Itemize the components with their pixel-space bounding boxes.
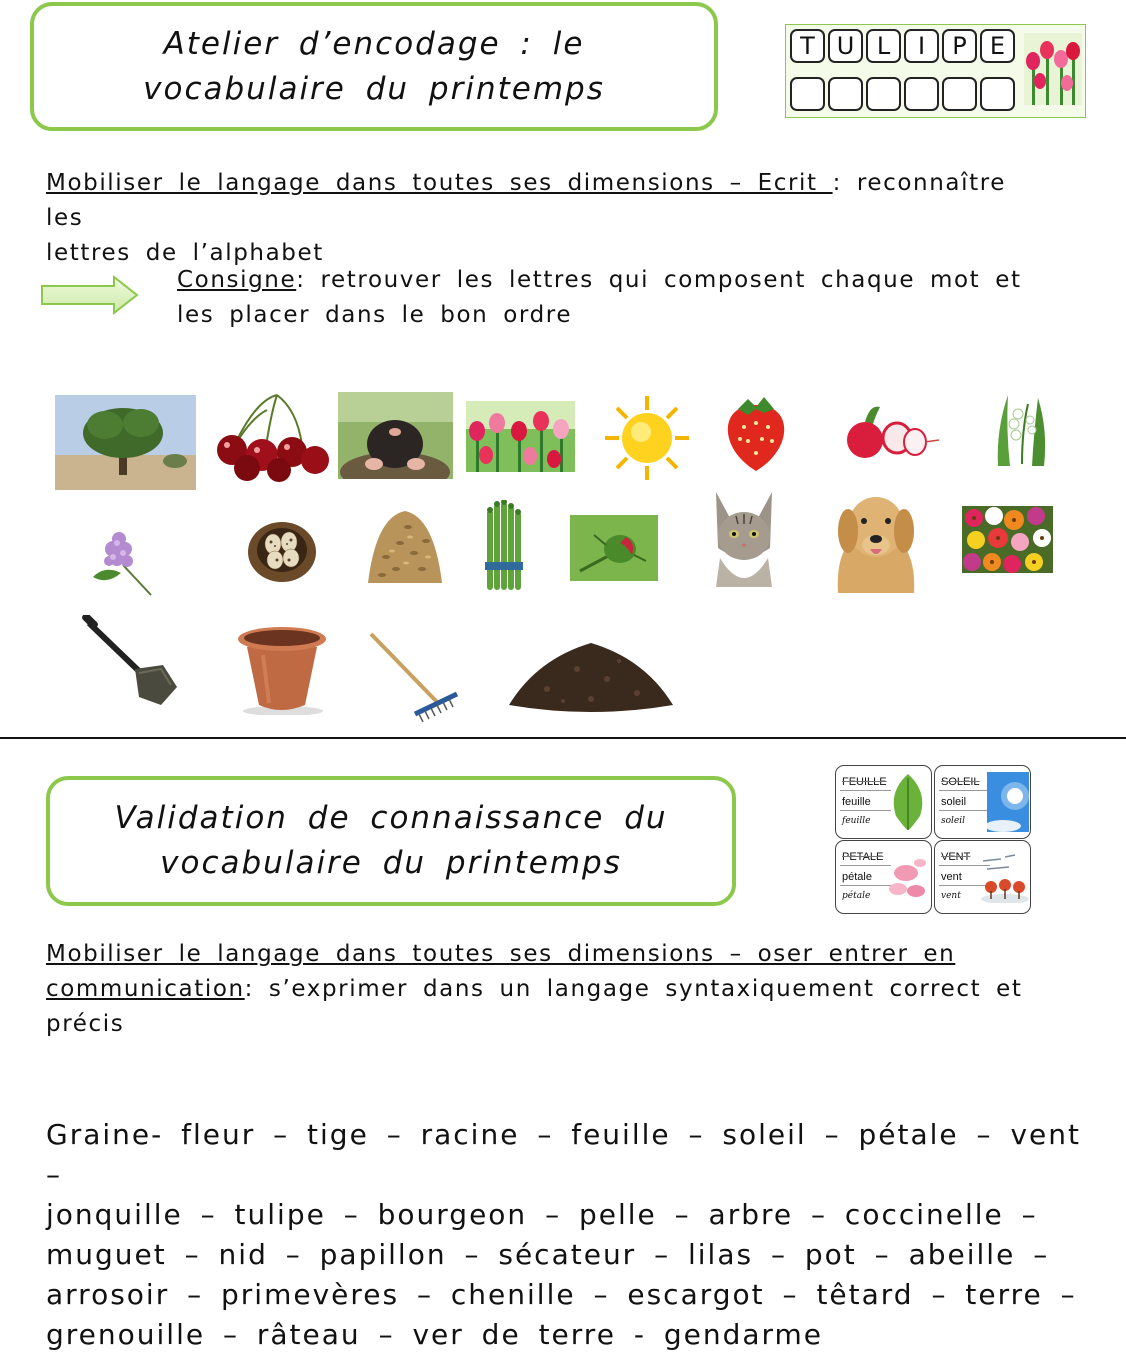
mole-icon <box>338 392 453 479</box>
tulips-icon <box>1024 33 1082 105</box>
title-line-2: vocabulaire du printemps <box>143 70 605 107</box>
letter-cell: I <box>904 29 939 63</box>
objective-label-1: Mobiliser le langage dans toutes ses dimensions – oser entrer en <box>46 941 956 967</box>
letter-cell: T <box>790 29 825 63</box>
card-line <box>939 810 990 811</box>
title-line-2: vocabulaire du printemps <box>160 845 622 881</box>
vocabulary-line: Graine- fleur – tige – racine – feuille – soleil – pétale – vent – <box>46 1118 1081 1191</box>
flower-pot-icon <box>233 625 330 715</box>
dog-icon <box>828 487 923 593</box>
word-card-petale <box>835 840 932 914</box>
card-word-lower: pétale <box>842 871 872 883</box>
letter-cell: P <box>942 29 977 63</box>
radish-icon <box>835 402 941 466</box>
consigne-text-1: : retrouver les lettres qui composent chaque mot et <box>296 267 1022 293</box>
lilac-icon <box>83 525 155 597</box>
consigne <box>177 263 1057 333</box>
asparagus-icon <box>483 500 525 592</box>
shovel-icon <box>77 615 179 705</box>
objective-text-2: lettres de l’alphabet <box>46 240 324 266</box>
flowers-icon <box>962 506 1053 573</box>
leaf-icon <box>888 772 928 832</box>
card-word-lower: feuille <box>842 796 871 808</box>
tulips-icon <box>466 401 575 472</box>
card-word-lower: vent <box>941 871 962 883</box>
vocabulary-line: muguet – nid – papillon – sécateur – lilas – pot – abeille – <box>46 1238 1050 1271</box>
card-line <box>939 790 990 791</box>
empty-letter-row <box>790 77 1015 111</box>
title-box-encodage <box>30 2 718 131</box>
objective-text: : reconnaître les <box>46 170 1007 231</box>
card-word-cursive: soleil <box>941 816 965 826</box>
lily-of-the-valley-icon <box>988 390 1054 466</box>
title-box-validation <box>46 776 736 906</box>
card-word-lower: soleil <box>941 796 967 808</box>
card-word-cursive: pétale <box>842 891 871 901</box>
objective-2 <box>46 937 1086 1042</box>
letter-cell: U <box>828 29 863 63</box>
card-word-upper: SOLEIL <box>941 776 980 788</box>
title-line-1: Atelier d’encodage : le <box>163 25 585 62</box>
petals-icon <box>884 849 930 905</box>
empty-cell <box>866 77 901 111</box>
strawberry-icon <box>716 393 796 473</box>
objective-text-2: précis <box>46 1011 125 1037</box>
empty-cell <box>790 77 825 111</box>
consigne-text-2: les placer dans le bon ordre <box>177 302 573 328</box>
seeds-icon <box>366 507 444 585</box>
tulip-letter-row <box>790 29 1015 63</box>
word-card-vent <box>934 840 1031 914</box>
vocabulary-line: jonquille – tulipe – bourgeon – pelle – arbre – coccinelle – <box>46 1198 1038 1231</box>
tree-icon <box>55 395 196 490</box>
letter-cell: L <box>866 29 901 63</box>
cherries-icon <box>207 390 335 482</box>
objective-label-2: communication <box>46 976 245 1002</box>
objective-text-1: : s’exprimer dans un langage syntaxiquement correct et <box>244 976 1023 1002</box>
empty-cell <box>828 77 863 111</box>
vocabulary-line: grenouille – râteau – ver de terre - gendarme <box>46 1318 824 1351</box>
card-line <box>840 790 891 791</box>
empty-cell <box>980 77 1015 111</box>
windy-trees-icon <box>981 851 1029 903</box>
card-word-upper: PETALE <box>842 851 884 863</box>
vocabulary-list <box>46 1115 1086 1355</box>
sun-icon <box>603 394 691 482</box>
vocabulary-line: arrosoir – primevères – chenille – escargot – têtard – terre – <box>46 1278 1077 1311</box>
card-word-cursive: feuille <box>842 816 871 826</box>
card-word-cursive: vent <box>941 891 961 901</box>
rake-icon <box>367 630 462 722</box>
title-line-1: Validation de connaissance du <box>114 800 668 836</box>
word-card-soleil <box>934 765 1031 839</box>
card-line <box>840 810 891 811</box>
nest-icon <box>245 514 319 584</box>
tulip-card <box>785 24 1086 118</box>
consigne-label: Consigne <box>177 267 297 293</box>
empty-cell <box>904 77 939 111</box>
objective-label: Mobiliser le langage dans toutes ses dimensions – Ecrit <box>46 170 833 196</box>
cat-icon <box>710 488 778 587</box>
word-card-feuille <box>835 765 932 839</box>
card-word-upper: FEUILLE <box>842 776 887 788</box>
arrow-right-icon <box>40 274 140 316</box>
soil-icon <box>507 639 675 713</box>
letter-cell: E <box>980 29 1015 63</box>
sun-sky-icon <box>987 772 1029 832</box>
rosebud-icon <box>570 515 658 581</box>
empty-cell <box>942 77 977 111</box>
objective-1 <box>46 166 1046 271</box>
card-word-upper: VENT <box>941 851 971 863</box>
section-divider <box>0 737 1126 739</box>
